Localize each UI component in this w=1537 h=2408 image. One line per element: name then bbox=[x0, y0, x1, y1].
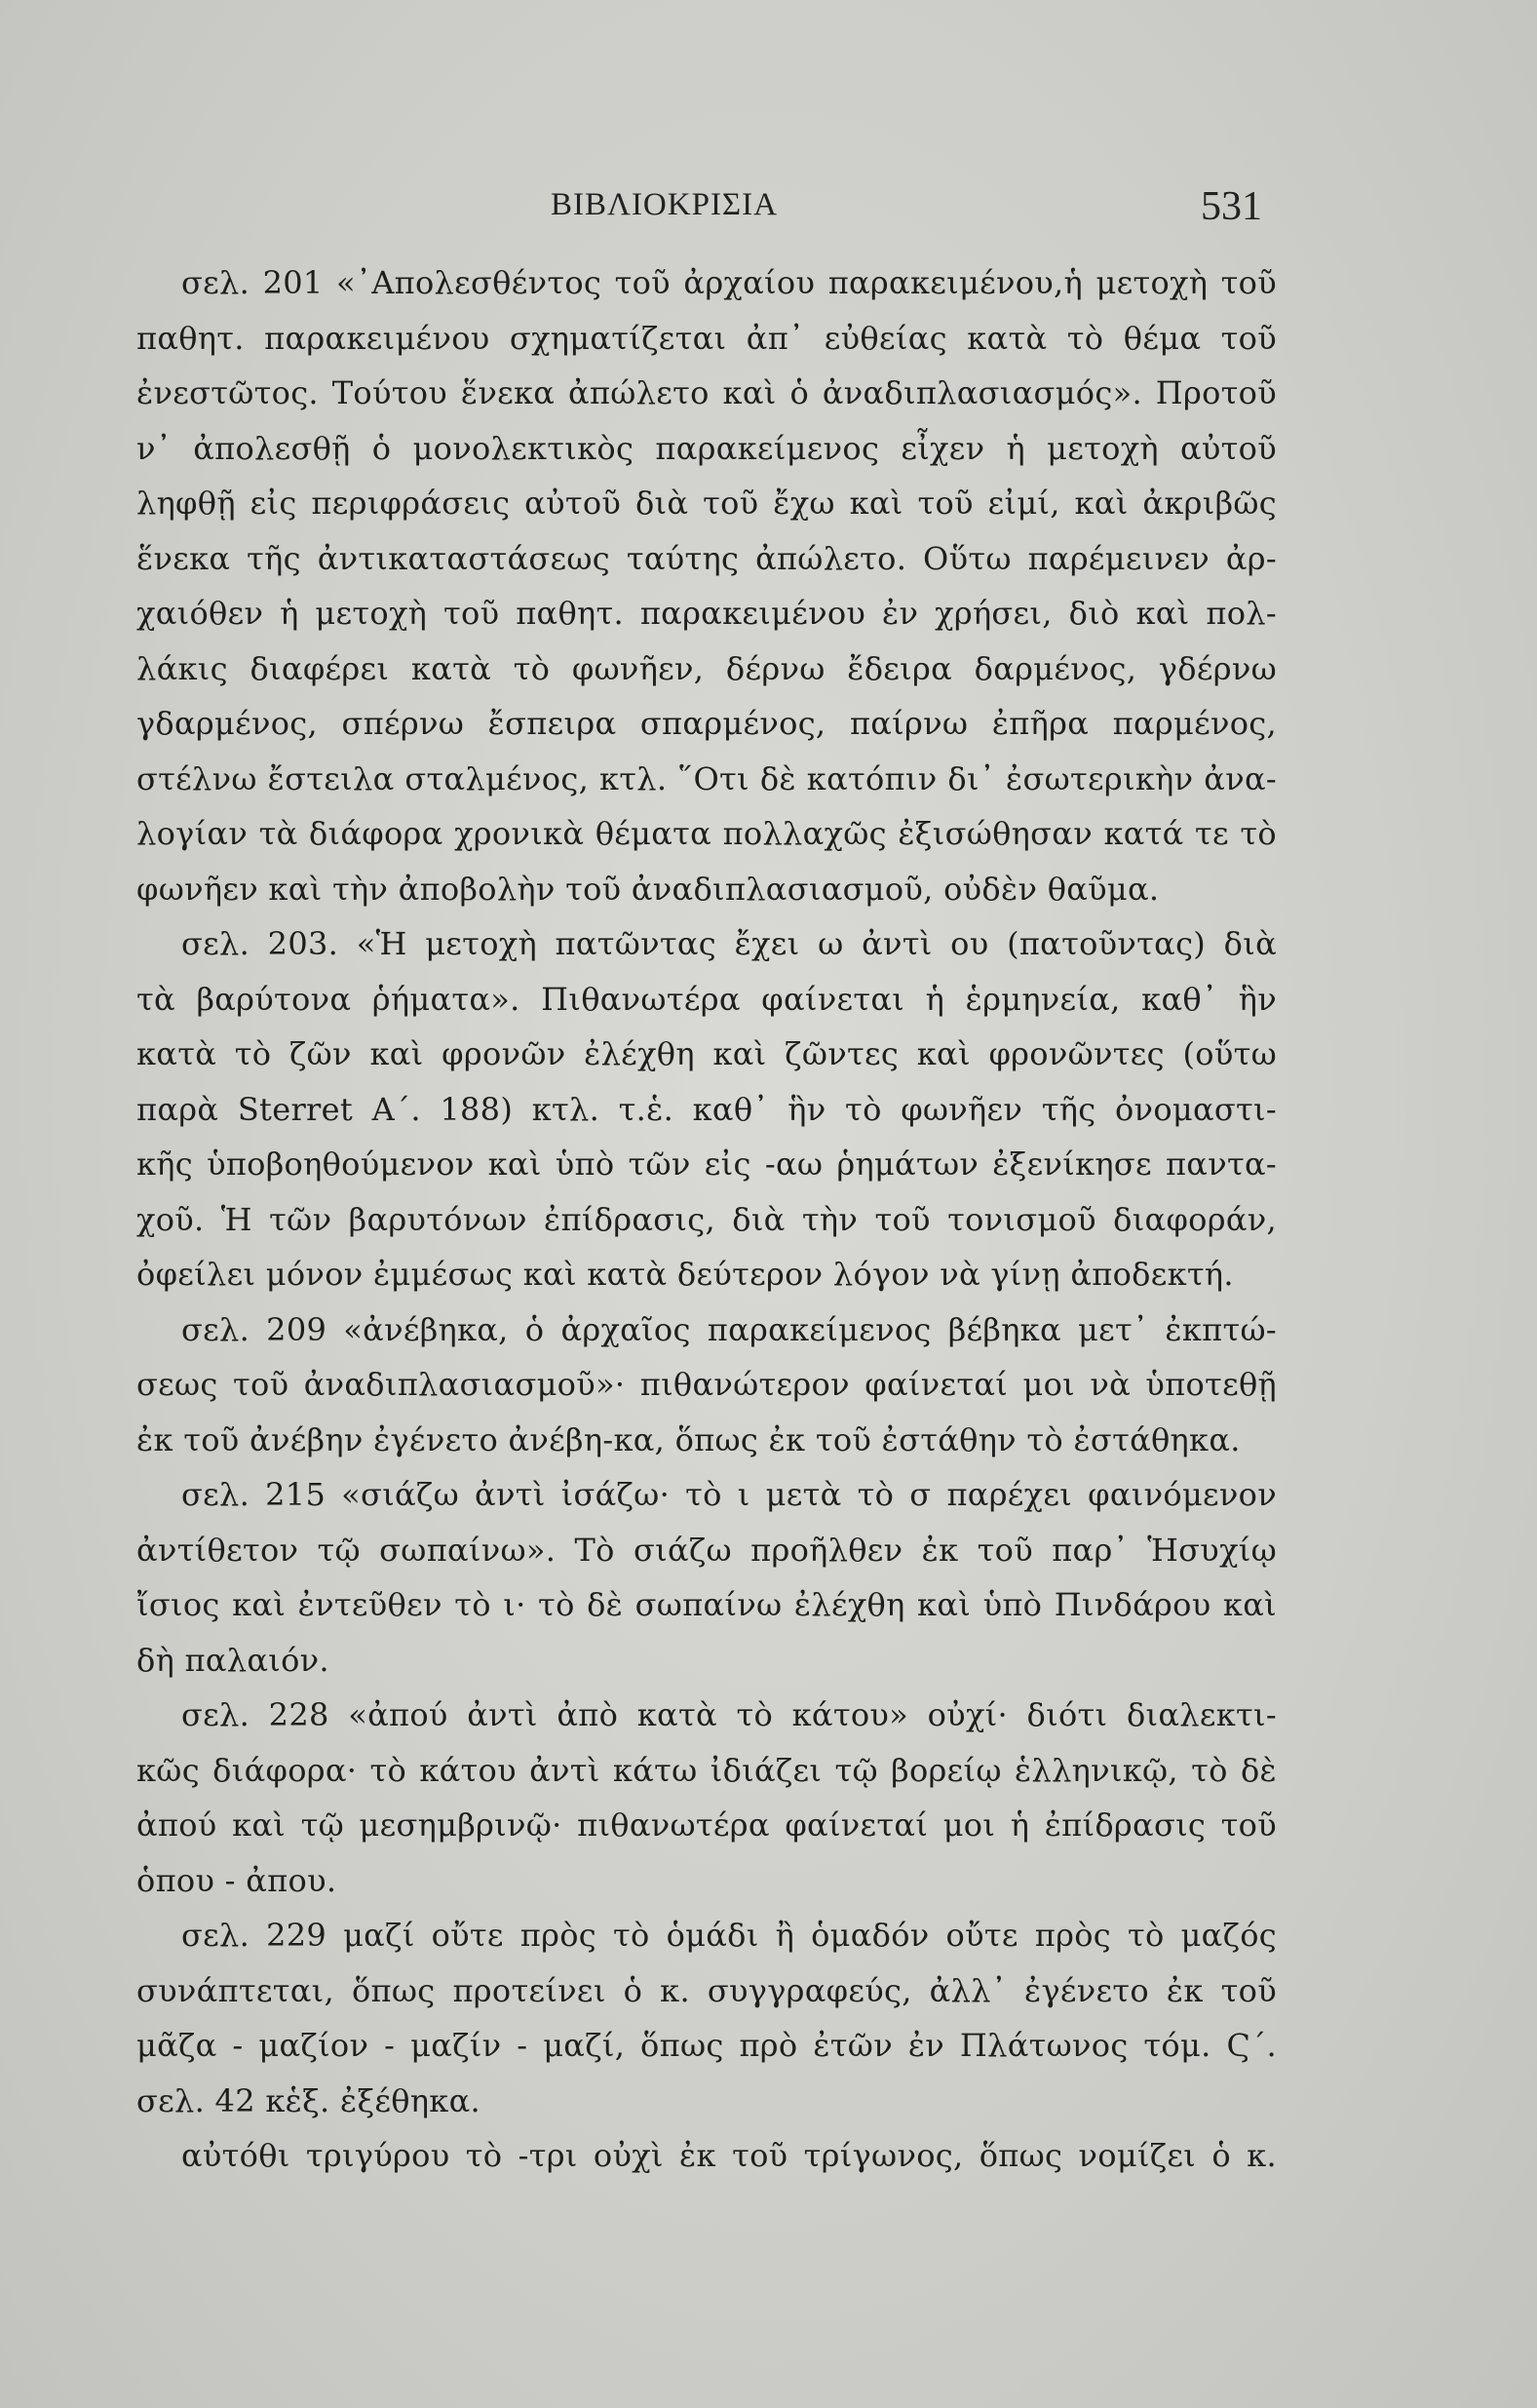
text-line: σελ. 42 κἑξ. ἐξέθηκα. bbox=[136, 2081, 480, 2119]
text-line: κατὰ τὸ ζῶν καὶ φρονῶν ἐλέχθη καὶ ζῶντες καὶ φρονῶντες (οὕτω bbox=[136, 1035, 1277, 1072]
text-line: γδαρμένος, σπέρνω ἔσπειρα σπαρμένος, παίρνω ἐπῆρα παρμένος, bbox=[136, 705, 1277, 742]
text-line: ἀντίθετον τῷ σωπαίνω». Τὸ σιάζω προῆλθεν ἐκ τοῦ παρ᾿ Ἡσυχίῳ bbox=[136, 1531, 1277, 1569]
text-line: χοῦ. Ἡ τῶν βαρυτόνων ἐπίδρασις, διὰ τὴν τοῦ τονισμοῦ διαφοράν, bbox=[136, 1200, 1277, 1238]
text-line: χαιόθεν ἡ μετοχὴ τοῦ παθητ. παρακειμένου ἐν χρήσει, διὸ καὶ πολ- bbox=[136, 595, 1277, 632]
text-line: σεως τοῦ ἀναδιπλασιασμοῦ»· πιθανώτερον φαίνεταί μοι νὰ ὑποτεθῇ bbox=[136, 1366, 1277, 1403]
text-line: κῆς ὑποβοηθούμενον καὶ ὑπὸ τῶν εἰς -αω ῥημάτων ἐξενίκησε παντα- bbox=[136, 1146, 1277, 1183]
text-line: κῶς διάφορα· τὸ κάτου ἀντὶ κάτω ἰδιάζει τῷ βορείῳ ἑλληνικῷ, τὸ δὲ bbox=[136, 1751, 1277, 1789]
text-line: ἴσιος καὶ ἐντεῦθεν τὸ ι· τὸ δὲ σωπαίνω ἐλέχθη καὶ ὑπὸ Πινδάρου καὶ bbox=[136, 1586, 1277, 1623]
text-line: ν᾿ ἀπολεσθῇ ὁ μονολεκτικὸς παρακείμενος εἶχεν ἡ μετοχὴ αὐτοῦ bbox=[136, 429, 1277, 467]
text-line: σελ. 229 μαζί οὔτε πρὸς τὸ ὁμάδι ἢ ὁμαδόν οὔτε πρὸς τὸ μαζός bbox=[181, 1917, 1277, 1954]
text-line: συνάπτεται, ὅπως προτείνει ὁ κ. συγγραφεύς, ἀλλ᾿ ἐγένετο ἐκ τοῦ bbox=[136, 1971, 1277, 2009]
text-line: σελ. 215 «σιάζω ἀντὶ ἰσάζω· τὸ ι μετὰ τὸ σ παρέχει φαινόμενον bbox=[181, 1476, 1277, 1513]
text-line: σελ. 203. «Ἡ μετοχὴ πατῶντας ἔχει ω ἀντὶ ου (πατοῦντας) διὰ bbox=[181, 925, 1277, 962]
text-line: ἐνεστῶτος. Τούτου ἕνεκα ἀπώλετο καὶ ὁ ἀναδιπλασιασμός». Προτοῦ bbox=[136, 374, 1277, 411]
text-line: ὀφείλει μόνον ἐμμέσως καὶ κατὰ δεύτερον λόγον νὰ γίνῃ ἀποδεκτή. bbox=[136, 1256, 1234, 1293]
text-line: ἕνεκα τῆς ἀντικαταστάσεως ταύτης ἀπώλετο. Οὕτω παρέμεινεν ἀρ- bbox=[136, 539, 1277, 577]
text-line: φωνῆεν καὶ τὴν ἀποβολὴν τοῦ ἀναδιπλασιασμοῦ, οὐδὲν θαῦμα. bbox=[136, 870, 1160, 908]
running-title: ΒΙΒΛΙΟΚΡΙΣΙΑ bbox=[551, 187, 778, 222]
text-line: δὴ παλαιόν. bbox=[136, 1641, 329, 1679]
text-line: ληφθῇ εἰς περιφράσεις αὐτοῦ διὰ τοῦ ἔχω καὶ τοῦ εἰμί, καὶ ἀκριβῶς bbox=[136, 485, 1277, 522]
text-line: σελ. 228 «ἀπού ἀντὶ ἀπὸ κατὰ τὸ κάτου» οὐχί· διότι διαλεκτι- bbox=[181, 1696, 1277, 1733]
running-head bbox=[0, 184, 1537, 236]
text-line: σελ. 209 «ἀνέβηκα, ὁ ἀρχαῖος παρακείμενος βέβηκα μετ᾿ ἐκπτώ- bbox=[181, 1310, 1277, 1348]
text-line: αὐτόθι τριγύρου τὸ -τρι οὐχὶ ἐκ τοῦ τρίγωνος, ὅπως νομίζει ὁ κ. bbox=[181, 2137, 1277, 2174]
text-line: τὰ βαρύτονα ῥήματα». Πιθανωτέρα φαίνεται ἡ ἑρμηνεία, καθ᾿ ἣν bbox=[136, 980, 1277, 1018]
text-line: ἐκ τοῦ ἀνέβην ἐγένετο ἀνέβη-κα, ὅπως ἐκ τοῦ ἐστάθην τὸ ἐστάθηκα. bbox=[136, 1420, 1241, 1458]
text-line: παρὰ Sterret Α΄. 188) κτλ. τ.ἑ. καθ᾿ ἣν τὸ φωνῆεν τῆς ὀνομαστι- bbox=[136, 1090, 1277, 1128]
text-line: παθητ. παρακειμένου σχηματίζεται ἀπ᾿ εὐθείας κατὰ τὸ θέμα τοῦ bbox=[136, 319, 1277, 357]
body-text bbox=[136, 255, 1277, 2184]
text-line: λάκις διαφέρει κατὰ τὸ φωνῆεν, δέρνω ἔδειρα δαρμένος, γδέρνω bbox=[136, 649, 1277, 687]
text-line: λογίαν τὰ διάφορα χρονικὰ θέματα πολλαχῶς ἐξισώθησαν κατά τε τὸ bbox=[136, 815, 1277, 852]
text-line: ἀπού καὶ τῷ μεσημβρινῷ· πιθανωτέρα φαίνεταί μοι ἡ ἐπίδρασις τοῦ bbox=[136, 1806, 1277, 1844]
text-line: σελ. 201 «᾿Απολεσθέντος τοῦ ἀρχαίου παρακειμένου,ἡ μετοχὴ τοῦ bbox=[181, 264, 1277, 301]
text-line: ὁπου - ἀπου. bbox=[136, 1861, 337, 1899]
text-line: μᾶζα - μαζίον - μαζίν - μαζί, ὅπως πρὸ ἐτῶν ἐν Πλάτωνος τόμ. Ϛ΄. bbox=[136, 2027, 1277, 2064]
text-line: στέλνω ἔστειλα σταλμένος, κτλ. ῞Οτι δὲ κατόπιν δι᾿ ἐσωτερικὴν ἀνα- bbox=[136, 759, 1277, 797]
page-number: 531 bbox=[1201, 184, 1262, 229]
